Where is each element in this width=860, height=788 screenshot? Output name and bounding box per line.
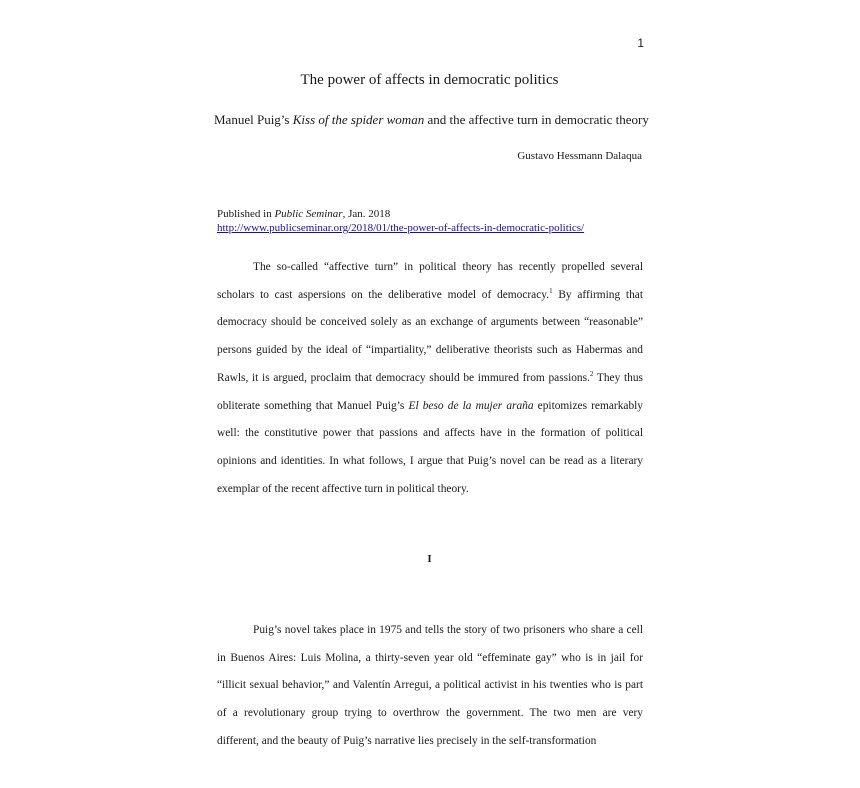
footnote-ref-2[interactable]: 2 bbox=[589, 370, 594, 379]
subtitle-text-end: and the affective turn in democratic theory bbox=[424, 112, 649, 127]
subtitle-text: Manuel Puig’s bbox=[214, 112, 293, 127]
paragraph-section-one bbox=[217, 617, 643, 756]
subtitle-book-title: Kiss of the spider woman bbox=[292, 112, 425, 127]
paragraph-intro-part-d: epitomizes remarkably well: the constitutive power that passions and affects have in the formation of political opinions and identities. In what follows, I argue that Puig’s novel can be read as a literary exemplar of the recent affective turn in political theory. bbox=[217, 399, 643, 495]
paragraph-section-one-text: Puig’s novel takes place in 1975 and tells the story of two prisoners who share a cell in Buenos Aires: Luis Molina, a thirty-seven year old “effeminate gay” who is in jail for “illicit sexual behavior,” and Valentín Arregui, a political activist in his twenties who is part of a revolutionary group trying to overthrow the government. The two men are very different, and the beauty of Puig’s narrative lies precisely in the self-transformation bbox=[217, 624, 643, 747]
footnote-ref-1[interactable]: 1 bbox=[549, 286, 553, 295]
publication-info bbox=[217, 207, 642, 235]
document-title: The power of affects in democratic politics bbox=[300, 72, 559, 88]
paragraph-intro-part-a: The so-called “affective turn” in political theory has recently propelled several scholars to cast aspersions on the deliberative model of democracy. bbox=[217, 261, 643, 301]
paragraph-intro bbox=[217, 254, 643, 503]
paragraph-intro-part-b: By affirming that democracy should be conceived solely as an exchange of arguments between “reasonable” persons guided by the ideal of “impartiality,” deliberative theorists such as Habermas and Rawls, it is argued, proclaim that democracy should be immured from passions. bbox=[217, 288, 643, 384]
document-subtitle bbox=[214, 112, 649, 128]
page-number: 1 bbox=[637, 36, 644, 50]
publication-journal: Public Seminar bbox=[274, 208, 343, 220]
publication-prefix: Published in bbox=[217, 208, 275, 220]
publication-date: , Jan. 2018 bbox=[342, 208, 391, 220]
publication-link[interactable]: http://www.publicseminar.org/2018/01/the-power-of-affects-in-democratic-politics/ bbox=[217, 222, 585, 234]
author-name: Gustavo Hessmann Dalaqua bbox=[517, 150, 642, 162]
publication-url-line bbox=[217, 221, 642, 235]
publication-line bbox=[217, 207, 642, 221]
paragraph-intro-part-c: They thus obliterate something that Manuel Puig’s bbox=[217, 371, 643, 412]
novel-title-italic: El beso de la mujer araña bbox=[408, 399, 534, 412]
section-heading: I bbox=[427, 553, 432, 565]
paragraph-intro-text bbox=[217, 254, 643, 503]
